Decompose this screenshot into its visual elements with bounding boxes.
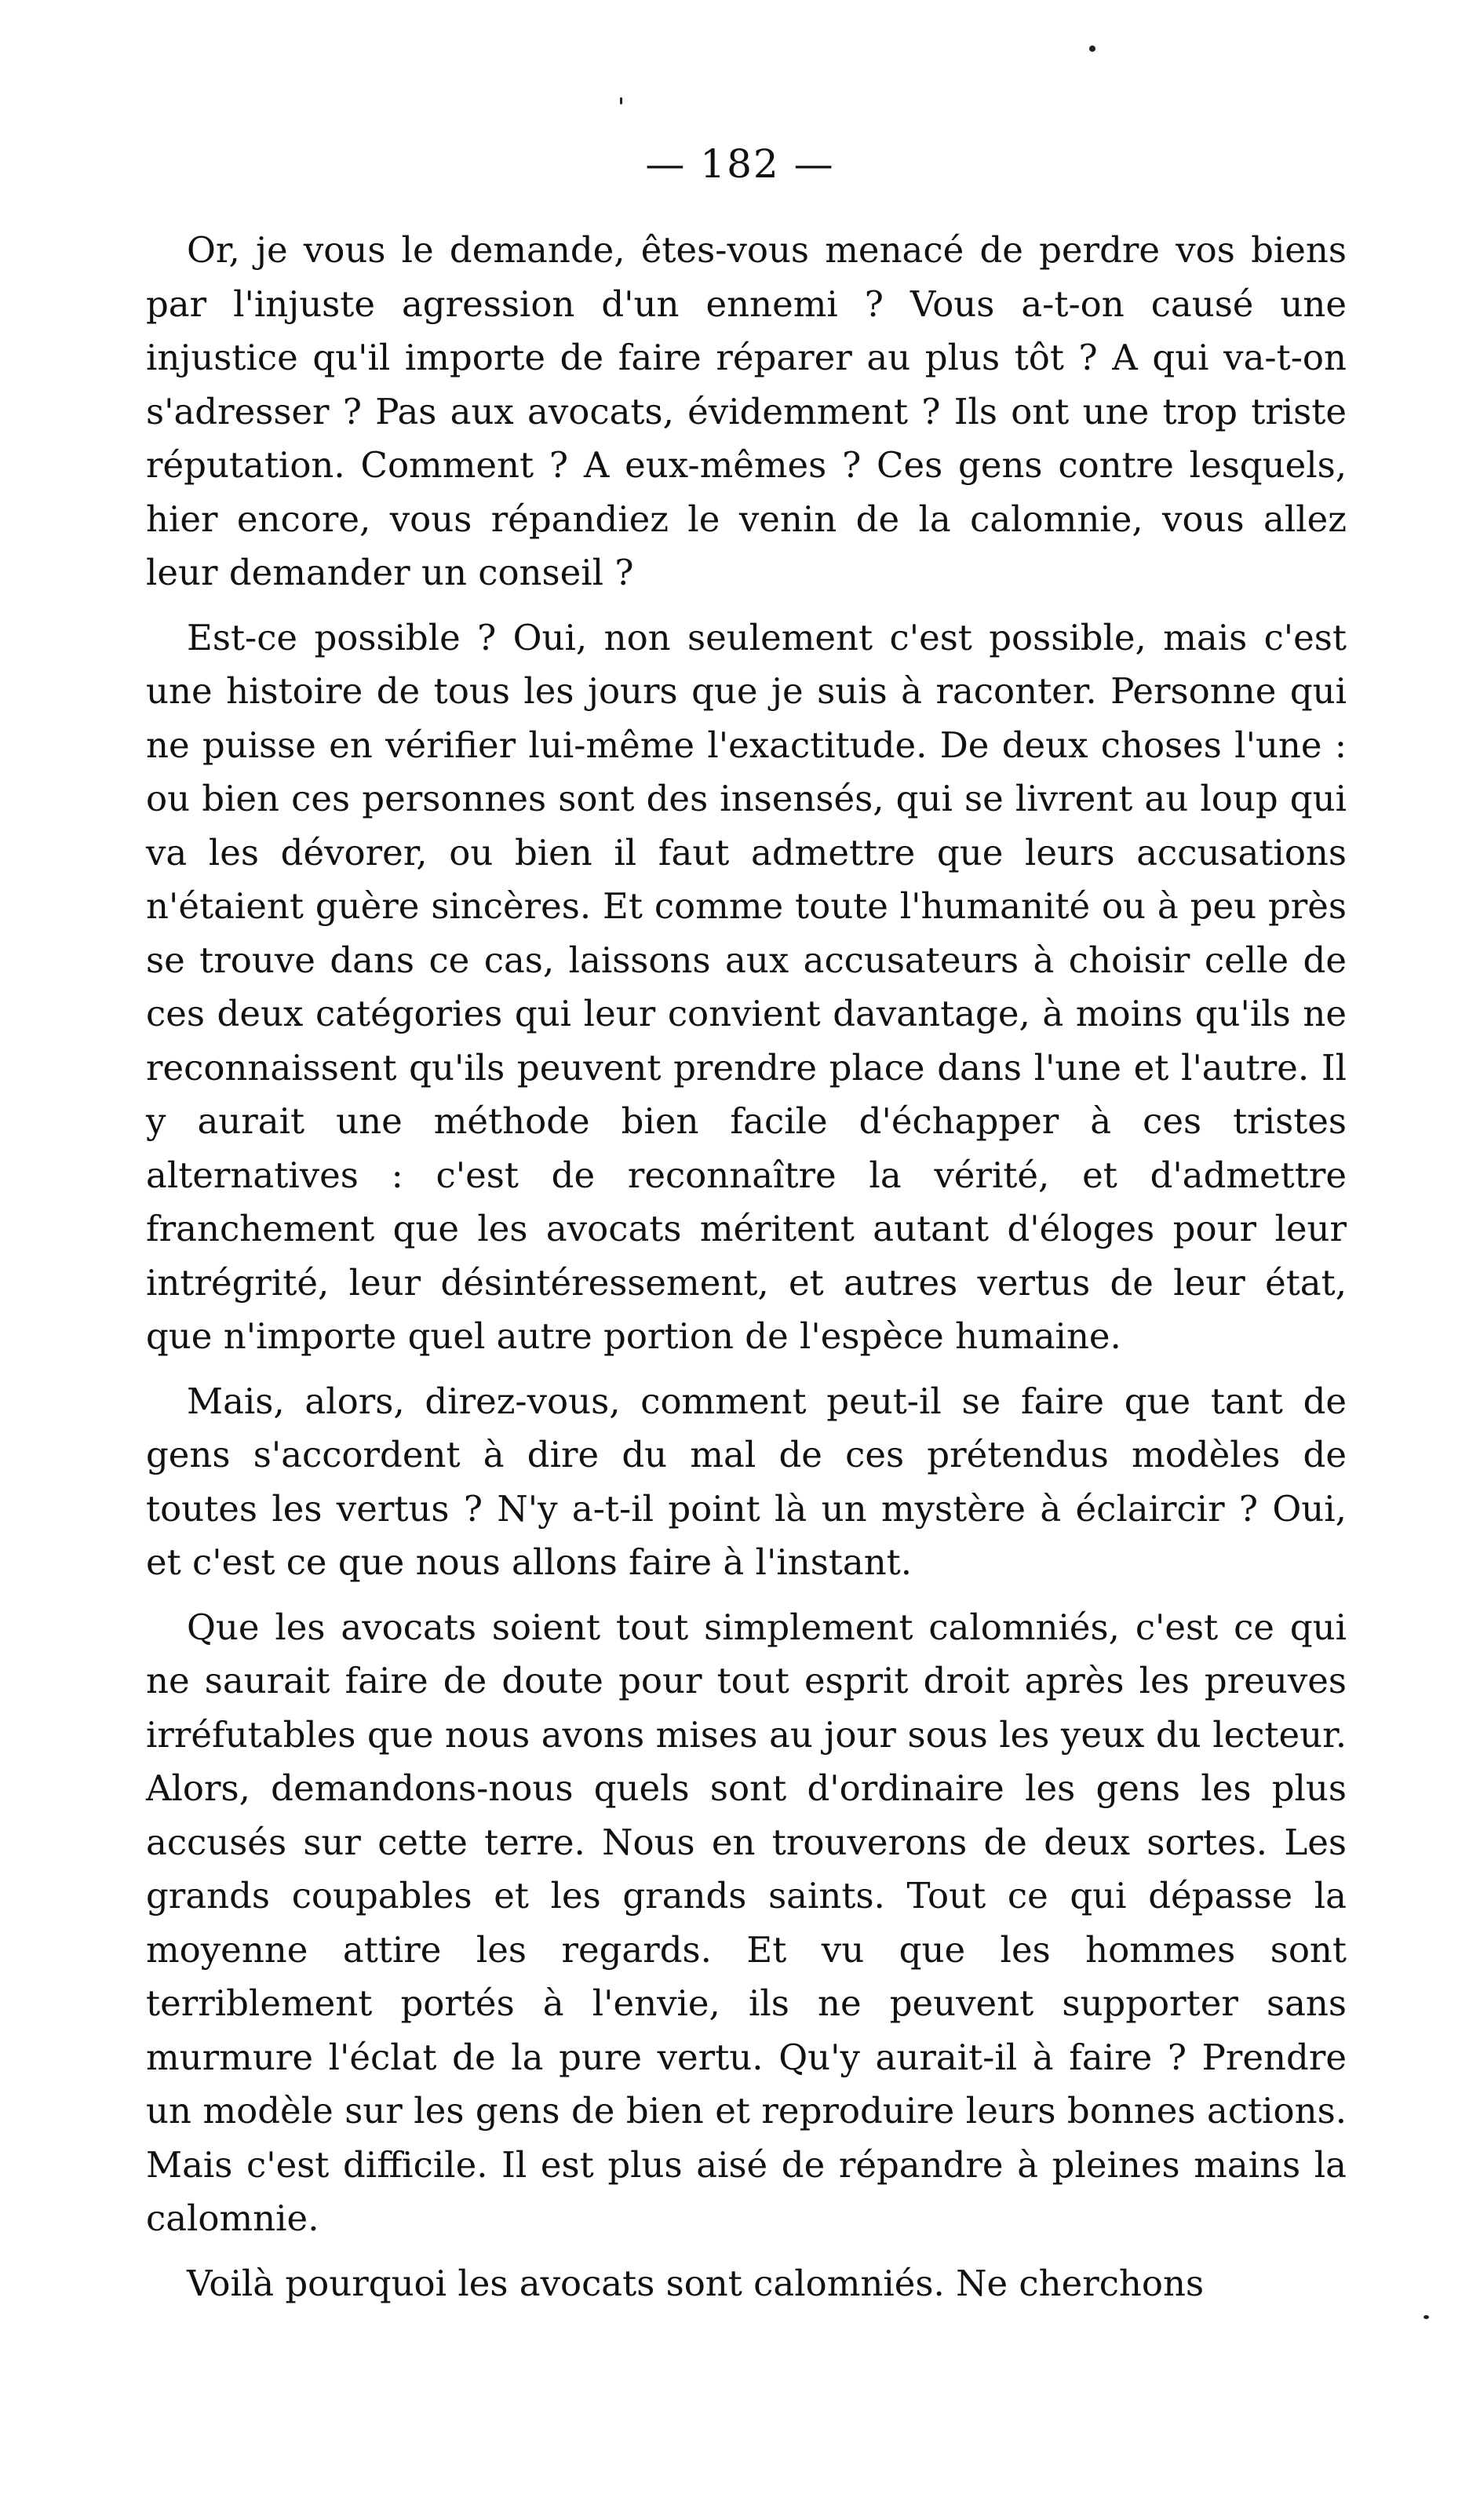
ink-speck-top-right bbox=[1089, 46, 1095, 52]
paragraph: Or, je vous le demande, êtes-vous menacé de perdre vos biens par l'injuste agression d'un ennemi ? Vous a-t-on causé une injustice qu'il importe de faire réparer au plus tôt ? A qui va-t-on s'adresser ? Pas aux avocats, évidemment ? Ils ont une trop triste réputation. Comment ? A eux-mêmes ? Ces gens contre lesquels, hier encore, vous répandiez le venin de la calomnie, vous allez leur demander un conseil ? bbox=[146, 229, 1347, 593]
ink-speck-top-center bbox=[620, 97, 622, 104]
paragraph: Est-ce possible ? Oui, non seulement c'est possible, mais c'est une histoire de tous les jours que je suis à raconter. Personne qui ne puisse en vérifier lui-même l'exactitude. De deux choses l'une : ou bien ces personnes sont des insensés, qui se livrent au loup qui va les dévorer, ou bien il faut admettre que leurs accusations n'étaient guère sincères. Et comme toute l'humanité ou à peu près se trouve dans ce cas, laissons aux accusateurs à choisir celle de ces deux catégories qui leur convient davantage, à moins qu'ils ne reconnaissent qu'ils peuvent prendre place dans l'une et l'autre. Il y aurait une méthode bien facile d'échapper à ces tristes alternatives : c'est de reconnaître la vérité, et d'admettre franchement que les avocats méritent autant d'éloges pour leur intrégrité, leur désintéressement, et autres vertus de leur état, que n'importe quel autre portion de l'espèce humaine. bbox=[146, 616, 1347, 1357]
page-number: — 182 — bbox=[645, 141, 835, 187]
paragraph: Que les avocats soient tout simplement calomniés, c'est ce qui ne saurait faire de doute pour tout esprit droit après les preuves irréfutables que nous avons mises au jour sous les yeux du lecteur. Alors, demandons-nous quels sont d'ordinaire les gens les plus accusés sur cette terre. Nous en trouverons de deux sortes. Les grands coupables et les grands saints. Tout ce qui dépasse la moyenne attire les regards. Et vu que les hommes sont terriblement portés à l'envie, ils ne peuvent supporter sans murmure l'éclat de la pure vertu. Qu'y aurait-il à faire ? Prendre un modèle sur les gens de bien et reproduire leurs bonnes actions. Mais c'est difficile. Il est plus aisé de répandre à pleines mains la calomnie. bbox=[146, 1606, 1347, 2239]
ink-speck-bottom-right bbox=[1423, 2315, 1429, 2319]
paragraph: Voilà pourquoi les avocats sont calomniés. Ne cherchons bbox=[187, 2262, 1205, 2304]
paragraph: Mais, alors, direz-vous, comment peut-il se faire que tant de gens s'accordent à dire du mal de ces prétendus modèles de toutes les vertus ? N'y a-t-il point là un mystère à éclaircir ? Oui, et c'est ce que nous allons faire à l'instant. bbox=[146, 1380, 1347, 1583]
body-text bbox=[146, 224, 1347, 2321]
